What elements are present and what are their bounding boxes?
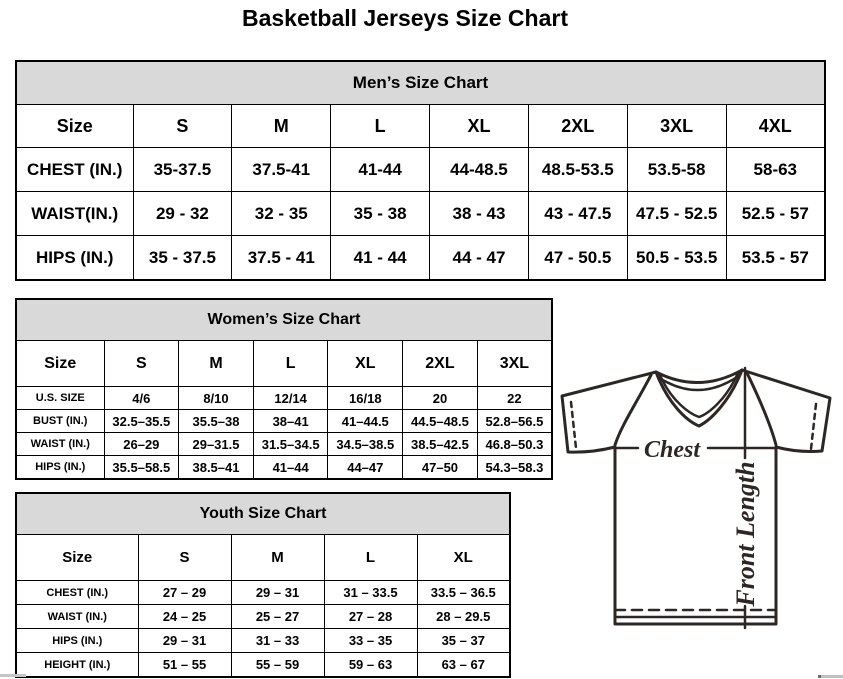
column-header: XL — [328, 341, 403, 387]
table-cell: 52.5 - 57 — [726, 192, 825, 236]
row-label: U.S. SIZE — [16, 387, 104, 410]
column-header: Size — [16, 341, 104, 387]
column-header: XL — [417, 535, 510, 581]
table-cell: 53.5 - 57 — [726, 236, 825, 281]
table-cell: 4/6 — [104, 387, 179, 410]
table-row — [16, 192, 825, 236]
column-header: S — [104, 341, 179, 387]
jersey-diagram — [558, 358, 843, 676]
scrollbar-fragment-right[interactable] — [818, 675, 843, 678]
table-row — [16, 299, 552, 341]
table-cell: 29–31.5 — [179, 433, 254, 456]
table-cell: 37.5-41 — [232, 148, 331, 192]
row-label: HEIGHT (IN.) — [16, 653, 138, 678]
table-cell: 52.8–56.5 — [477, 410, 552, 433]
column-header: 3XL — [477, 341, 552, 387]
table-cell: 44.5–48.5 — [403, 410, 478, 433]
womens-table-title: Women’s Size Chart — [16, 299, 552, 341]
table-cell: 41–44 — [253, 456, 328, 480]
sleeve-cuff-dashed-left — [571, 402, 576, 448]
table-row — [16, 387, 552, 410]
table-cell: 27 – 29 — [138, 581, 231, 605]
table-cell: 24 – 25 — [138, 605, 231, 629]
table-cell: 44 - 47 — [430, 236, 529, 281]
table-cell: 35.5–58.5 — [104, 456, 179, 480]
table-row — [16, 581, 510, 605]
column-header: S — [138, 535, 231, 581]
row-label: BUST (IN.) — [16, 410, 104, 433]
column-header: S — [133, 105, 232, 148]
table-row — [16, 148, 825, 192]
table-cell: 16/18 — [328, 387, 403, 410]
table-cell: 55 – 59 — [231, 653, 324, 678]
row-label: WAIST(IN.) — [16, 192, 133, 236]
column-header: XL — [430, 105, 529, 148]
table-cell: 38–41 — [253, 410, 328, 433]
table-row — [16, 236, 825, 281]
column-header: M — [232, 105, 331, 148]
row-label: CHEST (IN.) — [16, 148, 133, 192]
table-cell: 44–47 — [328, 456, 403, 480]
table-cell: 34.5–38.5 — [328, 433, 403, 456]
table-cell: 29 – 31 — [138, 629, 231, 653]
table-row — [16, 493, 510, 535]
table-row — [16, 535, 510, 581]
mens-size-table — [15, 60, 826, 281]
table-cell: 47–50 — [403, 456, 478, 480]
table-cell: 51 – 55 — [138, 653, 231, 678]
column-header: 2XL — [528, 105, 627, 148]
table-row — [16, 61, 825, 105]
armhole-seam-right — [747, 373, 776, 445]
mens-table-title: Men’s Size Chart — [16, 61, 825, 105]
table-row — [16, 456, 552, 480]
table-cell: 26–29 — [104, 433, 179, 456]
table-cell: 29 - 32 — [133, 192, 232, 236]
front-length-label: Front Length — [731, 461, 760, 607]
table-cell: 41-44 — [331, 148, 430, 192]
table-row — [16, 629, 510, 653]
row-label: HIPS (IN.) — [16, 236, 133, 281]
table-cell: 20 — [403, 387, 478, 410]
table-cell: 50.5 - 53.5 — [627, 236, 726, 281]
table-cell: 35.5–38 — [179, 410, 254, 433]
chest-label: Chest — [643, 437, 701, 463]
table-cell: 8/10 — [179, 387, 254, 410]
row-label: WAIST (IN.) — [16, 605, 138, 629]
column-header: Size — [16, 535, 138, 581]
table-cell: 27 – 28 — [324, 605, 417, 629]
column-header: 2XL — [403, 341, 478, 387]
column-header: 4XL — [726, 105, 825, 148]
table-cell: 47.5 - 52.5 — [627, 192, 726, 236]
column-header: M — [231, 535, 324, 581]
table-cell: 31 – 33.5 — [324, 581, 417, 605]
table-cell: 63 – 67 — [417, 653, 510, 678]
table-row — [16, 105, 825, 148]
table-cell: 25 – 27 — [231, 605, 324, 629]
table-row — [16, 605, 510, 629]
youth-size-table — [15, 492, 511, 678]
table-row — [16, 410, 552, 433]
table-cell: 38.5–41 — [179, 456, 254, 480]
column-header: L — [331, 105, 430, 148]
table-cell: 46.8–50.3 — [477, 433, 552, 456]
table-cell: 35 – 37 — [417, 629, 510, 653]
table-cell: 31 – 33 — [231, 629, 324, 653]
table-cell: 59 – 63 — [324, 653, 417, 678]
table-cell: 32.5–35.5 — [104, 410, 179, 433]
page-title: Basketball Jerseys Size Chart — [241, 5, 568, 31]
row-label: HIPS (IN.) — [16, 629, 138, 653]
table-row — [16, 653, 510, 678]
table-cell: 58-63 — [726, 148, 825, 192]
table-cell: 33 – 35 — [324, 629, 417, 653]
table-cell: 41 - 44 — [331, 236, 430, 281]
column-header: L — [324, 535, 417, 581]
scrollbar-fragment-left[interactable] — [0, 674, 26, 677]
table-cell: 35 - 38 — [331, 192, 430, 236]
row-label: HIPS (IN.) — [16, 456, 104, 480]
table-cell: 35-37.5 — [133, 148, 232, 192]
table-cell: 31.5–34.5 — [253, 433, 328, 456]
table-row — [16, 341, 552, 387]
youth-table-title: Youth Size Chart — [16, 493, 510, 535]
table-cell: 29 – 31 — [231, 581, 324, 605]
table-cell: 41–44.5 — [328, 410, 403, 433]
table-row — [16, 433, 552, 456]
table-cell: 22 — [477, 387, 552, 410]
table-cell: 32 - 35 — [232, 192, 331, 236]
table-cell: 38 - 43 — [430, 192, 529, 236]
table-cell: 48.5-53.5 — [528, 148, 627, 192]
row-label: WAIST (IN.) — [16, 433, 104, 456]
table-cell: 43 - 47.5 — [528, 192, 627, 236]
column-header: M — [179, 341, 254, 387]
womens-size-table — [15, 298, 553, 480]
table-cell: 44-48.5 — [430, 148, 529, 192]
table-cell: 47 - 50.5 — [528, 236, 627, 281]
table-cell: 35 - 37.5 — [133, 236, 232, 281]
table-cell: 12/14 — [253, 387, 328, 410]
table-cell: 54.3–58.3 — [477, 456, 552, 480]
column-header: L — [253, 341, 328, 387]
column-header: Size — [16, 105, 133, 148]
armhole-seam-left — [615, 375, 651, 445]
row-label: CHEST (IN.) — [16, 581, 138, 605]
table-cell: 37.5 - 41 — [232, 236, 331, 281]
jersey-outline — [562, 370, 830, 624]
table-cell: 28 – 29.5 — [417, 605, 510, 629]
table-cell: 33.5 – 36.5 — [417, 581, 510, 605]
table-cell: 53.5-58 — [627, 148, 726, 192]
table-cell: 38.5–42.5 — [403, 433, 478, 456]
sleeve-cuff-dashed-right — [811, 404, 816, 449]
column-header: 3XL — [627, 105, 726, 148]
